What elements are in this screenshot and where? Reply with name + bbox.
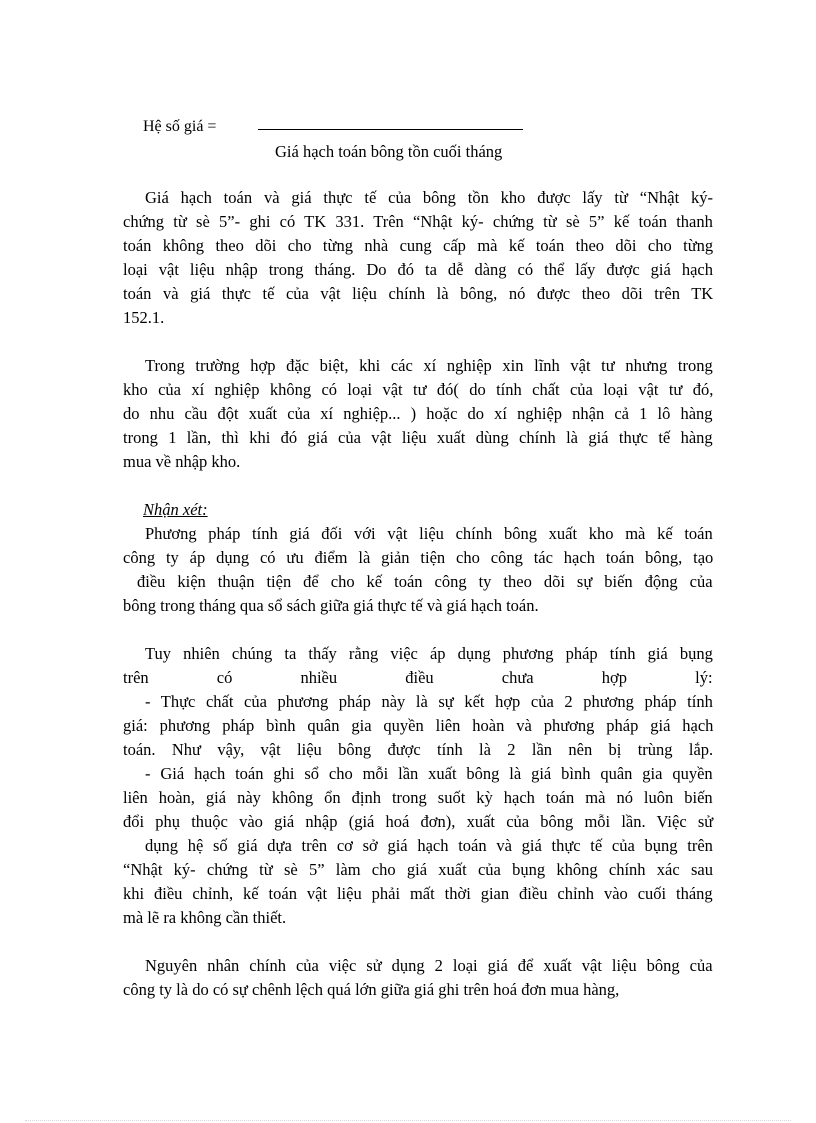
text-line: công ty là do có sự chênh lệch quá lớn giữa giá ghi trên hoá đơn mua hàng, — [123, 980, 620, 999]
text-line: Nguyên nhân chính của việc sử dụng 2 loại giá để xuất vật liệu bông của — [145, 956, 713, 975]
text-line: 152.1. — [123, 308, 165, 327]
text-line: khi điều chỉnh, kế toán vật liệu phải mất thời gian điều chỉnh vào cuối tháng — [123, 884, 713, 903]
page-bottom-divider — [25, 1120, 791, 1121]
text-line: Phương pháp tính giá đối với vật liệu chính bông xuất kho mà kế toán — [145, 524, 713, 543]
text-line: mua về nhập kho. — [123, 452, 241, 471]
text-line: toán không theo dõi cho từng nhà cung cấp mà kế toán theo dõi cho từng — [123, 236, 714, 255]
formula-label: Hệ số giá = — [143, 118, 217, 135]
text-line: Trong trường hợp đặc biệt, khi các xí nghiệp xin lĩnh vật tư nhưng trong — [145, 356, 713, 375]
text-line: điều kiện thuận tiện để cho kế toán công ty theo dõi sự biến động của — [137, 572, 713, 591]
fraction-line — [258, 129, 523, 130]
text-line: chứng từ sè 5”- ghi có TK 331. Trên “Nhật ký- chứng từ sè 5” kế toán thanh — [123, 212, 713, 231]
text-line: trên có nhiều điều chưa hợp lý: — [123, 668, 713, 687]
bullet-line: - Thực chất của phương pháp này là sự kết hợp của 2 phương pháp tính — [145, 692, 713, 711]
text-line: Tuy nhiên chúng ta thấy rằng việc áp dụng phương pháp tính giá bụng — [145, 644, 713, 663]
text-line: đổi phụ thuộc vào giá nhập (giá hoá đơn), xuất của bông mỗi lần. Việc sử — [123, 812, 714, 831]
formula-denominator: Giá hạch toán bông tồn cuối tháng — [275, 142, 503, 161]
remark-paragraph-2 — [123, 642, 713, 930]
text-line: kho của xí nghiệp không có loại vật tư đó( do tính chất của loại vật tư đó, — [123, 380, 714, 399]
text-line: “Nhật ký- chứng từ sè 5” làm cho giá xuất của bụng không chính xác sau — [123, 860, 713, 879]
text-line: toán và giá thực tế của vật liệu chính là bông, nó được theo dõi trên TK — [123, 284, 714, 303]
text-line: trong 1 lần, thì khi đó giá của vật liệu xuất dùng chính là giá thực tế hàng — [123, 428, 713, 447]
text-line: bông trong tháng qua sổ sách giữa giá thực tế và giá hạch toán. — [123, 596, 539, 615]
bullet-line: - Giá hạch toán ghi sổ cho mỗi lần xuất bông là giá bình quân gia quyền — [145, 764, 713, 783]
text-line: Giá hạch toán và giá thực tế của bông tồn kho được lấy từ “Nhật ký- — [145, 188, 714, 207]
text-line: do nhu cầu đột xuất của xí nghiệp... ) hoặc do xí nghiệp nhận cả 1 lô hàng — [123, 404, 713, 423]
remark-paragraph-3 — [123, 954, 713, 1002]
paragraph-1 — [123, 186, 713, 330]
remark-heading: Nhận xét: — [143, 500, 208, 519]
text-line: loại vật liệu nhập trong tháng. Do đó ta dễ dàng có thể lấy được giá hạch — [123, 260, 713, 279]
text-line: toán. Như vậy, vật liệu bông được tính là 2 lần nên bị trùng lắp. — [123, 740, 714, 759]
remark-paragraph-1 — [123, 522, 713, 618]
text-line: mà lẽ ra không cần thiết. — [123, 908, 287, 927]
text-line: giá: phương pháp bình quân gia quyền liên hoàn và phương pháp giá hạch — [123, 716, 714, 735]
paragraph-2 — [123, 354, 713, 474]
text-line: dụng hệ số giá dựa trên cơ sở giá hạch toán và giá thực tế của bụng trên — [145, 836, 713, 855]
text-line: liên hoàn, giá này không ổn định trong suốt kỳ hạch toán mà nó luôn biến — [123, 788, 713, 807]
text-line: công ty áp dụng có ưu điểm là giản tiện cho công tác hạch toán bông, tạo — [123, 548, 714, 567]
